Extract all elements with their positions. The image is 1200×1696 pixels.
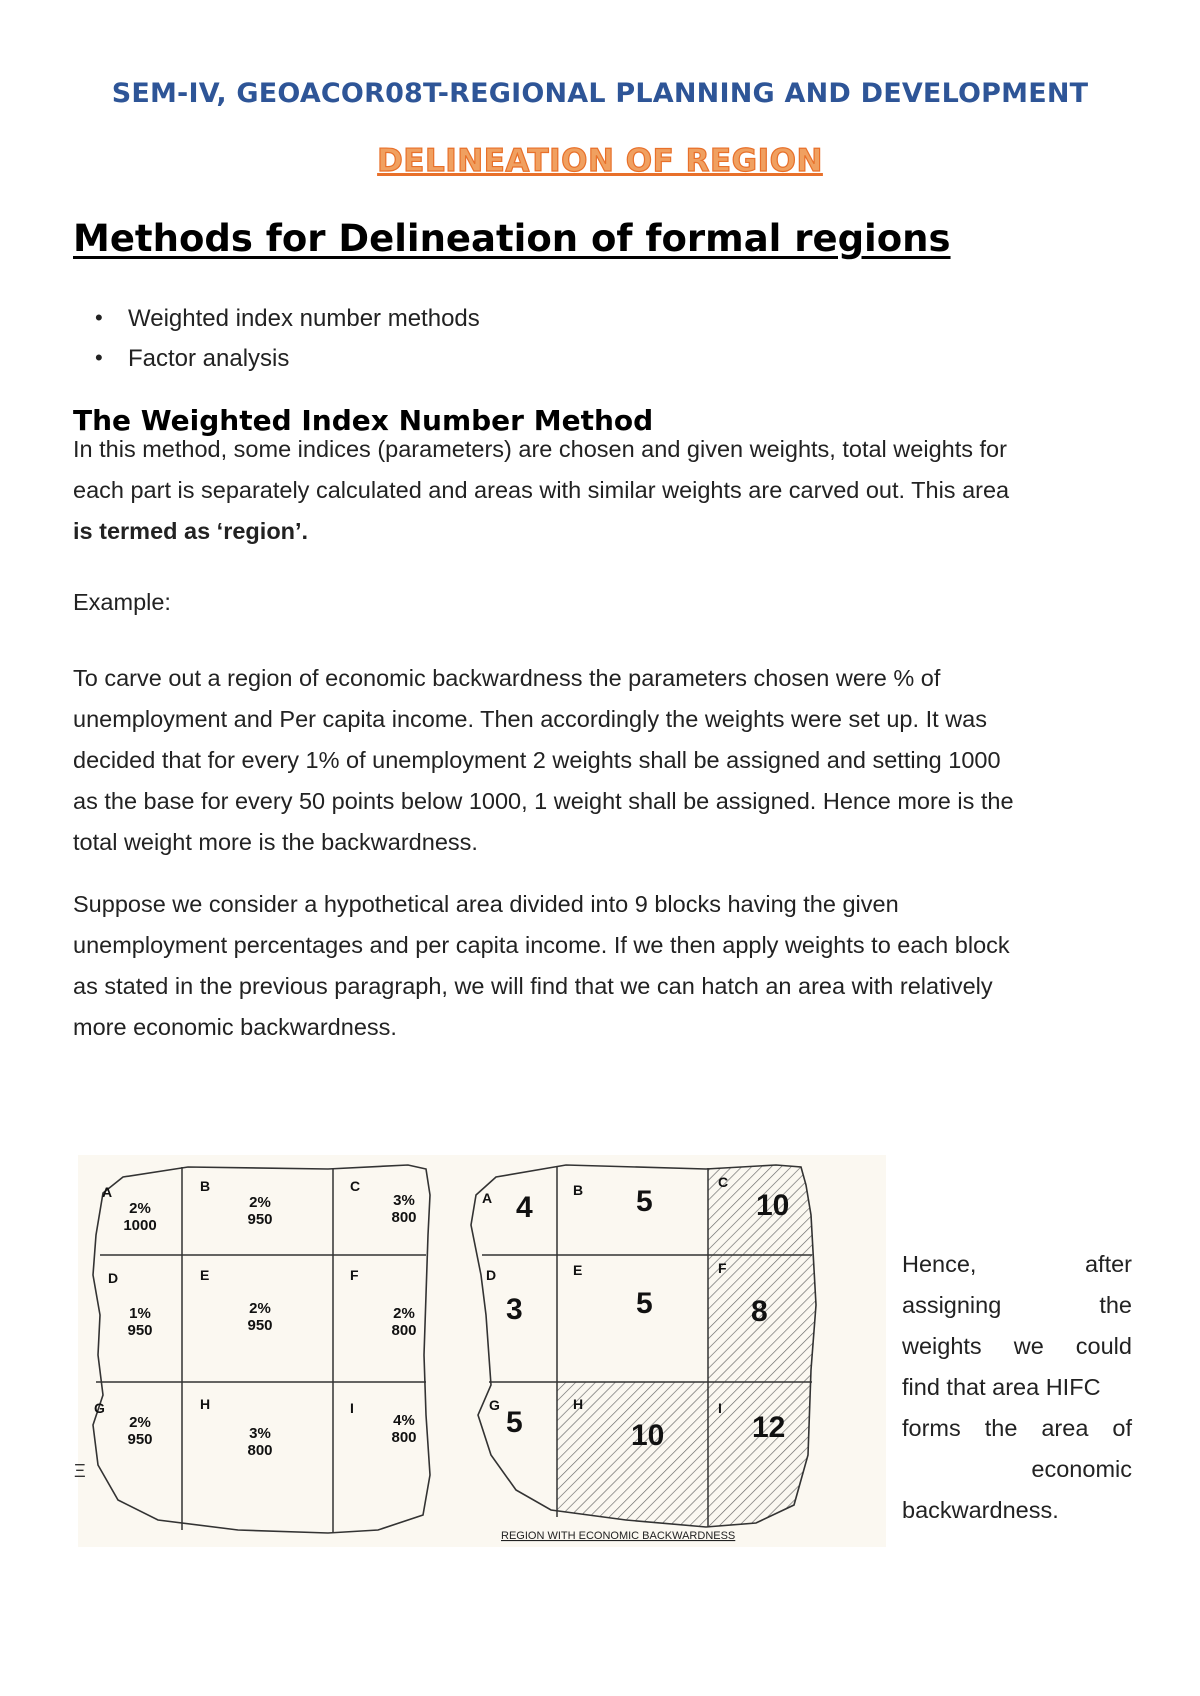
left-block-f-letter: F <box>350 1267 359 1283</box>
left-block-b-letter: B <box>200 1178 211 1194</box>
right-block-g-weight: 5 <box>506 1406 523 1439</box>
note-line: backwardness. <box>902 1497 1059 1523</box>
right-block-c-letter: C <box>718 1174 729 1190</box>
right-block-h-weight: 10 <box>631 1419 665 1452</box>
right-block-g-letter: G <box>489 1397 500 1413</box>
right-block-a-letter: A <box>482 1190 493 1206</box>
left-block-d-income: 950 <box>127 1322 153 1339</box>
left-block-e-income: 950 <box>247 1317 273 1334</box>
text-line: To carve out a region of economic backwardness the parameters chosen were % of <box>73 665 941 691</box>
text-line: as the base for every 50 points below 1000, 1 weight shall be assigned. Hence more is the <box>73 788 1014 814</box>
text-line: unemployment and Per capita income. Then accordingly the weights were set up. It was <box>73 706 987 732</box>
note-line: economic <box>1031 1456 1132 1482</box>
left-block-c-letter: C <box>350 1178 361 1194</box>
left-block-b-income: 950 <box>247 1211 273 1228</box>
right-block-f-letter: F <box>718 1260 727 1276</box>
text-line: decided that for every 1% of unemployment 2 weights shall be assigned and setting 1000 <box>73 747 1001 773</box>
left-block-a-letter: A <box>102 1184 113 1200</box>
left-block-c-income: 800 <box>391 1209 417 1226</box>
block-maps-figure <box>74 1155 886 1547</box>
suppose-paragraph <box>73 884 1133 1048</box>
note-line: weights we could <box>902 1333 1132 1359</box>
course-header: SEM-IV, GEOACOR08T-REGIONAL PLANNING AND DEVELOPMENT <box>111 78 1089 109</box>
left-block-f-unemployment: 2% <box>393 1305 415 1322</box>
note-line: Hence, after <box>902 1251 1132 1277</box>
left-block-c-unemployment: 3% <box>393 1192 415 1209</box>
right-block-a-weight: 4 <box>516 1191 533 1224</box>
edge-mark: Ξ <box>74 1461 86 1481</box>
section-heading: The Weighted Index Number Method <box>73 404 654 437</box>
left-block-i-income: 800 <box>391 1429 417 1446</box>
left-block-e-letter: E <box>200 1267 210 1283</box>
right-block-e-weight: 5 <box>636 1287 653 1320</box>
left-block-e-unemployment: 2% <box>249 1300 271 1317</box>
list-item: • Factor analysis <box>73 345 480 385</box>
topic-title: DELINEATION OF REGION <box>377 143 823 179</box>
right-block-d-letter: D <box>486 1267 497 1283</box>
left-block-map <box>93 1165 430 1533</box>
intro-paragraph <box>73 429 1133 552</box>
left-block-a-income: 1000 <box>123 1217 157 1234</box>
left-block-h-letter: H <box>200 1396 211 1412</box>
conclusion-note <box>902 1244 1132 1531</box>
left-block-g-unemployment: 2% <box>129 1414 151 1431</box>
left-block-a-unemployment: 2% <box>129 1200 151 1217</box>
right-block-map <box>471 1155 828 1542</box>
text-line-bold: is termed as ‘region’. <box>73 518 309 544</box>
map-caption: REGION WITH ECONOMIC BACKWARDNESS <box>501 1530 736 1542</box>
main-heading: Methods for Delineation of formal regions <box>73 217 951 260</box>
left-block-labels <box>94 1178 417 1459</box>
right-block-f-weight: 8 <box>751 1295 768 1328</box>
left-block-d-letter: D <box>108 1270 119 1286</box>
left-block-d-unemployment: 1% <box>129 1305 151 1322</box>
example-paragraph <box>73 658 1133 863</box>
text-line: more economic backwardness. <box>73 1014 397 1040</box>
block-maps <box>74 1155 886 1547</box>
right-block-i-letter: I <box>718 1400 722 1416</box>
note-line: forms the area of <box>902 1415 1132 1441</box>
left-block-i-unemployment: 4% <box>393 1412 415 1429</box>
right-block-d-weight: 3 <box>506 1293 523 1326</box>
left-block-h-unemployment: 3% <box>249 1425 271 1442</box>
left-block-b-unemployment: 2% <box>249 1194 271 1211</box>
text-line: In this method, some indices (parameters) are chosen and given weights, total weights for <box>73 436 1007 462</box>
note-line: assigning the <box>902 1292 1132 1318</box>
right-block-b-letter: B <box>573 1182 584 1198</box>
left-block-g-income: 950 <box>127 1431 153 1448</box>
right-block-i-weight: 12 <box>752 1411 786 1444</box>
right-block-b-weight: 5 <box>636 1185 653 1218</box>
text-line: total weight more is the backwardness. <box>73 829 478 855</box>
left-block-h-income: 800 <box>247 1442 273 1459</box>
example-label: Example: <box>73 589 171 615</box>
text-line: Suppose we consider a hypothetical area divided into 9 blocks having the given <box>73 891 899 917</box>
text-line: each part is separately calculated and areas with similar weights are carved out. This area <box>73 477 1010 503</box>
list-item: • Weighted index number methods <box>73 305 480 345</box>
method-list <box>73 305 480 385</box>
text-line: unemployment percentages and per capita income. If we then apply weights to each block <box>73 932 1010 958</box>
left-block-g-letter: G <box>94 1400 105 1416</box>
right-block-h-letter: H <box>573 1396 584 1412</box>
text-line: as stated in the previous paragraph, we will find that we can hatch an area with relatively <box>73 973 993 999</box>
right-block-e-letter: E <box>573 1262 583 1278</box>
left-block-f-income: 800 <box>391 1322 417 1339</box>
right-block-c-weight: 10 <box>756 1189 790 1222</box>
left-block-i-letter: I <box>350 1400 354 1416</box>
note-line: find that area HIFC <box>902 1374 1101 1400</box>
